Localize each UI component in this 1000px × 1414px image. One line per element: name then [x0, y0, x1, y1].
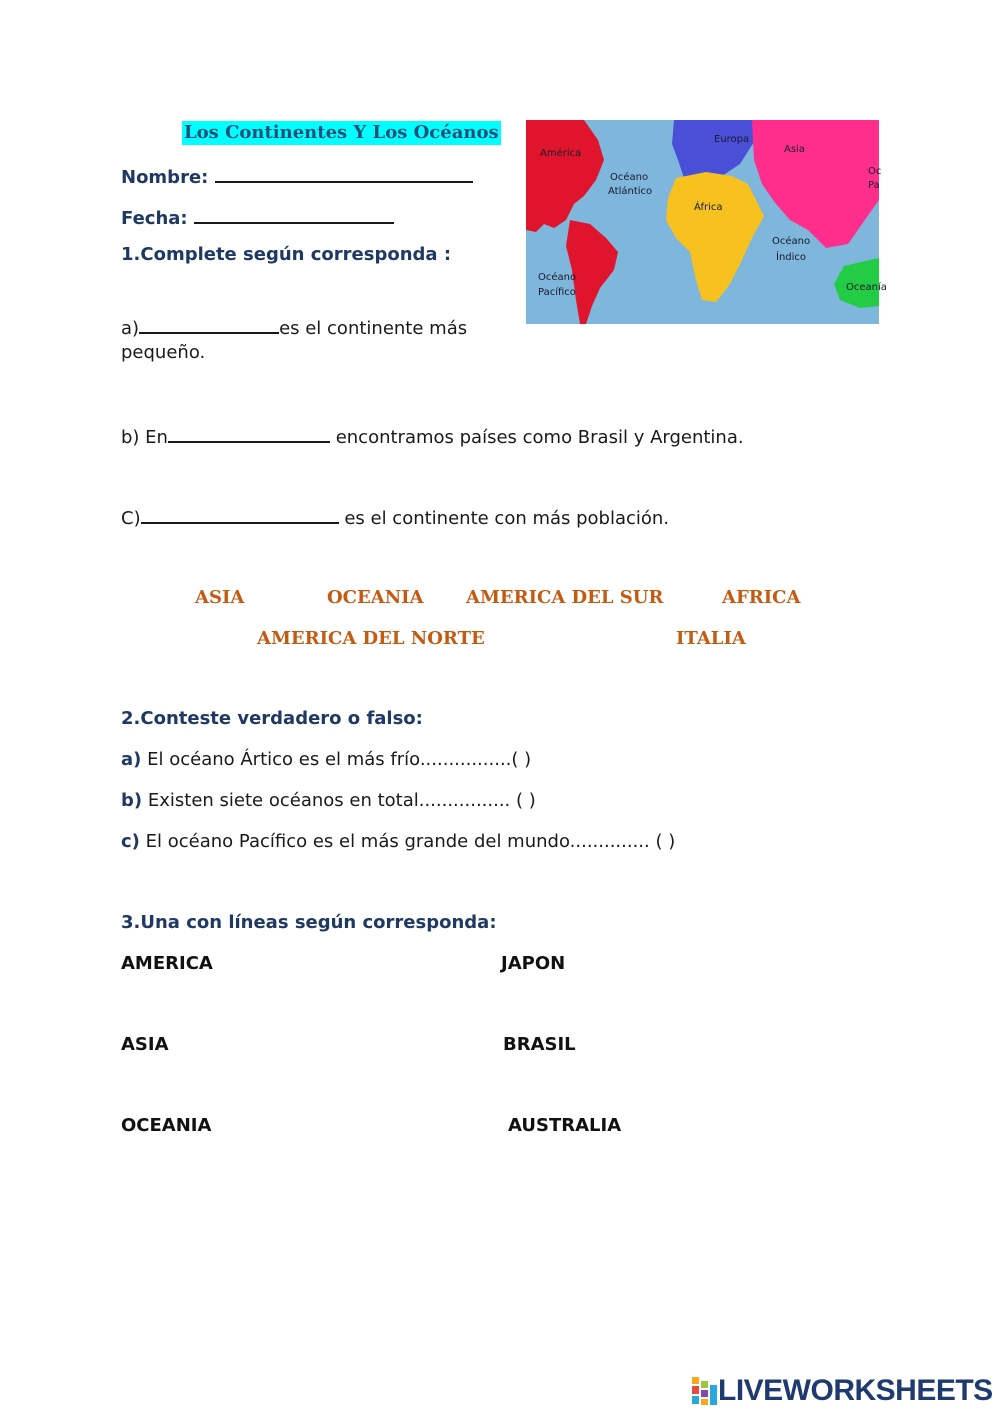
word-bank-item[interactable]: AMERICA DEL NORTE: [257, 628, 485, 649]
q1-b-prefix: b) En: [121, 427, 168, 448]
map-label-indico-1: Océano: [772, 236, 811, 247]
map-label-atlantico-1: Océano: [610, 172, 649, 183]
q2-c-label: c): [121, 831, 140, 852]
q1-item-c: [121, 504, 669, 529]
q2-b-label: b): [121, 790, 143, 811]
date-blank[interactable]: [194, 204, 394, 224]
word-bank-item[interactable]: AFRICA: [722, 587, 801, 608]
logo-mark-icon: [692, 1377, 718, 1405]
name-label: Nombre:: [121, 167, 209, 188]
q1-b-blank[interactable]: [168, 423, 330, 443]
q1-heading: 1.Complete según corresponda :: [121, 244, 452, 265]
map-label-oc: Oc: [868, 166, 882, 177]
q1-b-suffix: encontramos países como Brasil y Argentina.: [335, 427, 744, 448]
match-right-item[interactable]: BRASIL: [503, 1034, 576, 1055]
q2-heading: 2.Conteste verdadero o falso:: [121, 708, 423, 729]
map-label-europa: Europa: [714, 134, 750, 145]
word-bank-item[interactable]: ASIA: [195, 587, 245, 608]
page-title: Los Continentes Y Los Océanos: [184, 122, 499, 143]
q1-a-suffix: es el continente más: [279, 318, 468, 339]
map-label-pa: Pa: [868, 180, 880, 191]
q1-c-blank[interactable]: [141, 504, 339, 524]
q1-c-suffix: es el continente con más población.: [344, 508, 670, 529]
word-bank-item[interactable]: OCEANIA: [327, 587, 424, 608]
map-label-pacifico-2: Pacífico: [538, 287, 576, 298]
world-map-image: [526, 120, 887, 324]
q1-c-prefix: C): [121, 508, 141, 529]
q2-item-c[interactable]: [121, 831, 675, 852]
map-label-atlantico-2: Atlántico: [608, 186, 653, 197]
map-label-indico-2: Índico: [776, 252, 807, 263]
match-left-item[interactable]: OCEANIA: [121, 1115, 212, 1136]
name-blank[interactable]: [215, 163, 473, 183]
match-left-item[interactable]: AMERICA: [121, 953, 213, 974]
liveworksheets-logo: [692, 1374, 993, 1408]
logo-text: LIVEWORKSHEETS: [718, 1374, 993, 1407]
q2-c-text: El océano Pacífico es el más grande del mundo.............. ( ): [145, 831, 676, 852]
q1-a-blank[interactable]: [139, 314, 279, 334]
word-bank-item[interactable]: AMERICA DEL SUR: [466, 587, 664, 608]
name-field-row: [121, 163, 473, 188]
map-label-oceania: Oceanía: [846, 282, 887, 293]
q1-a-prefix: a): [121, 318, 140, 339]
q2-a-label: a): [121, 749, 142, 770]
map-label-asia: Asia: [784, 144, 805, 155]
q3-heading: 3.Una con líneas según corresponda:: [121, 912, 497, 933]
map-label-africa: África: [694, 202, 723, 213]
q2-a-text: El océano Ártico es el más frío................( ): [147, 749, 532, 770]
q1-item-b: [121, 423, 744, 448]
date-field-row: [121, 204, 394, 229]
q2-item-b[interactable]: [121, 790, 536, 811]
map-label-pacifico-1: Océano: [538, 272, 577, 283]
q2-item-a[interactable]: [121, 749, 531, 770]
q1-item-a-cont: pequeño.: [121, 342, 206, 363]
date-label: Fecha:: [121, 208, 188, 229]
match-right-item[interactable]: JAPON: [501, 953, 566, 974]
match-right-item[interactable]: AUSTRALIA: [508, 1115, 622, 1136]
q2-b-text: Existen siete océanos en total................ ( ): [147, 790, 536, 811]
q1-item-a: [121, 314, 467, 339]
word-bank-item[interactable]: ITALIA: [676, 628, 746, 649]
match-left-item[interactable]: ASIA: [121, 1034, 169, 1055]
map-label-america: América: [540, 148, 582, 159]
